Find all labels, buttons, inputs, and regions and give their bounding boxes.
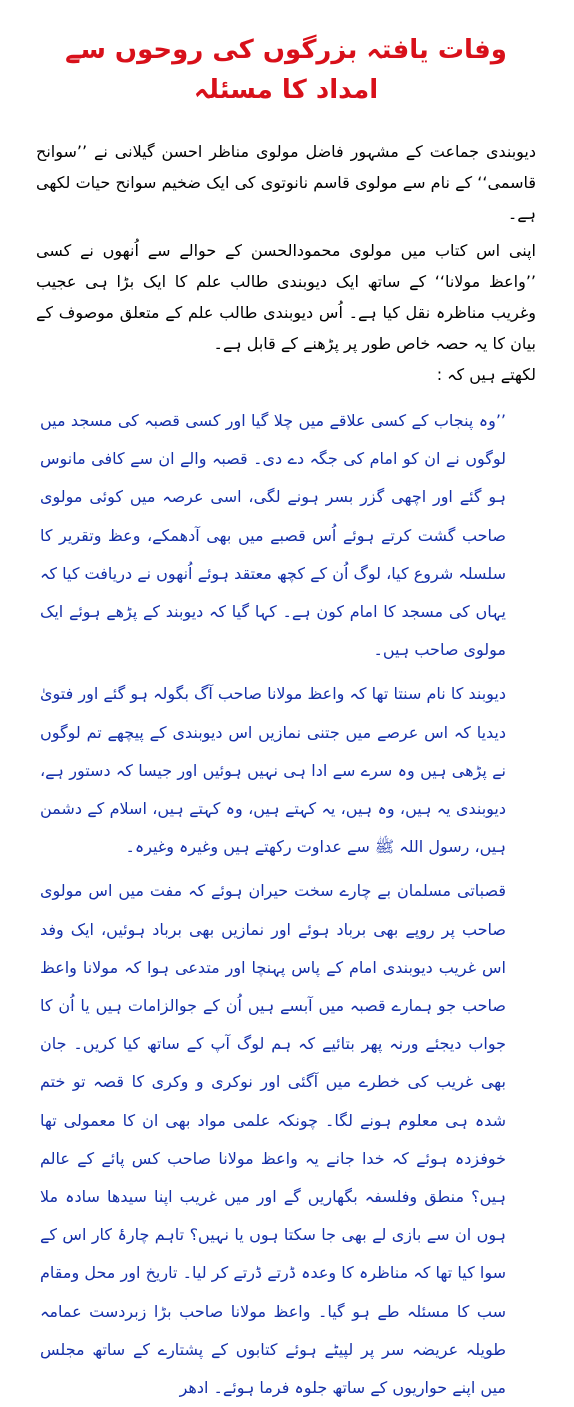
intro-paragraph-1: دیوبندی جماعت کے مشہور فاضل مولوی مناظر احسن گیلانی نے ’’سوانح قاسمی‘‘ کے نام سے مولوی قاسم نانوتوی کی ایک ضخیم سوانح حیات لکھی ہے۔ [36, 142, 536, 223]
article-title: وفات یافتہ بزرگوں کی روحوں سے امداد کا مسئلہ [65, 35, 507, 105]
quote-paragraph-1: ’’وہ پنجاب کے کسی علاقے میں چلا گیا اور کسی قصبہ کی مسجد میں لوگوں نے ان کو امام کی جگہ دے دی۔ قصبہ والے ان سے کافی مانوس ہو گئے اور اچھی گزر بسر ہونے لگی، اسی عرصہ میں کوئی مولوی صاحب گشت کرتے ہوئے اُس قصبے میں بھی آدھمکے، وعظ وتقریر کا سلسلہ شروع کیا، لوگ اُن کے کچھ معتقد ہوئے اُنھوں نے دریافت کیا کہ یہاں کی مسجد کا امام کون ہے۔ کہا گیا کہ دیوبند کے پڑھے ہوئے ایک مولوی صاحب ہیں۔ [40, 411, 506, 660]
quote-paragraph-3: قصباتی مسلمان بے چارے سخت حیران ہوئے کہ مفت میں اس مولوی صاحب پر روپے بھی برباد ہوئے اور نمازیں بھی برباد ہوئیں، ایک وفد اس غریب دیوبندی امام کے پاس پہنچا اور متدعی ہوا کہ مولانا واعظ صاحب جو ہمارے قصبہ میں آبسے ہیں اُن کے جوالزامات ہیں یا اُن کا جواب دیجئے ورنہ پھر بتائیے کہ ہم لوگ آپ کے ساتھ کیا کریں۔ جان بھی غریب کی خطرے میں آگئی اور نوکری و وکری کا قصہ تو ختم شدہ ہی معلوم ہونے لگا۔ چونکہ علمی مواد بھی ان کا معمولی تھا خوفزدہ ہوئے کہ خدا جانے یہ واعظ مولانا صاحب کس پائے کے عالم ہیں؟ منطق وفلسفہ بگھاریں گے اور میں غریب اپنا سیدھا سادہ ملا ہوں ان سے بازی لے بھی جا سکتا ہوں یا نہیں؟ تاہم چارۂ کار اس کے سوا کیا تھا کہ مناظرہ کا وعدہ ڈرتے ڈرتے کر لیا۔ تاریخ اور محل ومقام سب کا مسئلہ طے ہو گیا۔ واعظ مولانا صاحب بڑا زبردست عمامہ طویلہ عریضہ سر پر لپیٹے ہوئے کتابوں کے پشتارے کے ساتھ مجلس میں اپنے حواریوں کے ساتھ جلوہ فرما ہوئے۔ ادھر [40, 881, 507, 1398]
quote-paragraph-2: دیوبند کا نام سنتا تھا کہ واعظ مولانا صاحب آگ بگولہ ہو گئے اور فتویٰ دیدیا کہ اس عرصے میں جتنی نمازیں اس دیوبندی کے پیچھے تم لوگوں نے پڑھی ہیں وہ سرے سے ادا ہی نہیں ہوئیں اور جیسا کہ دستور ہے، دیوبندی یہ ہیں، وہ ہیں، یہ کہتے ہیں، وہ کہتے ہیں، اسلام کے دشمن ہیں، رسول اللہ ﷺ سے عداوت رکھتے ہیں وغیرہ وغیرہ۔ [40, 684, 506, 857]
intro-lead-in: لکھتے ہیں کہ : [436, 365, 536, 384]
intro-paragraph-2: اپنی اس کتاب میں مولوی محمودالحسن کے حوالے سے اُنھوں نے کسی ’’واعظ مولانا‘‘ کے ساتھ ایک دیوبندی طالب علم کا ایک بڑا ہی عجیب وغریب مناظرہ نقل کیا ہے۔ اُس دیوبندی طالب علم کے متعلق موصوف کے بیان کا یہ حصہ خاص طور پر پڑھنے کے قابل ہے۔ [36, 241, 536, 353]
